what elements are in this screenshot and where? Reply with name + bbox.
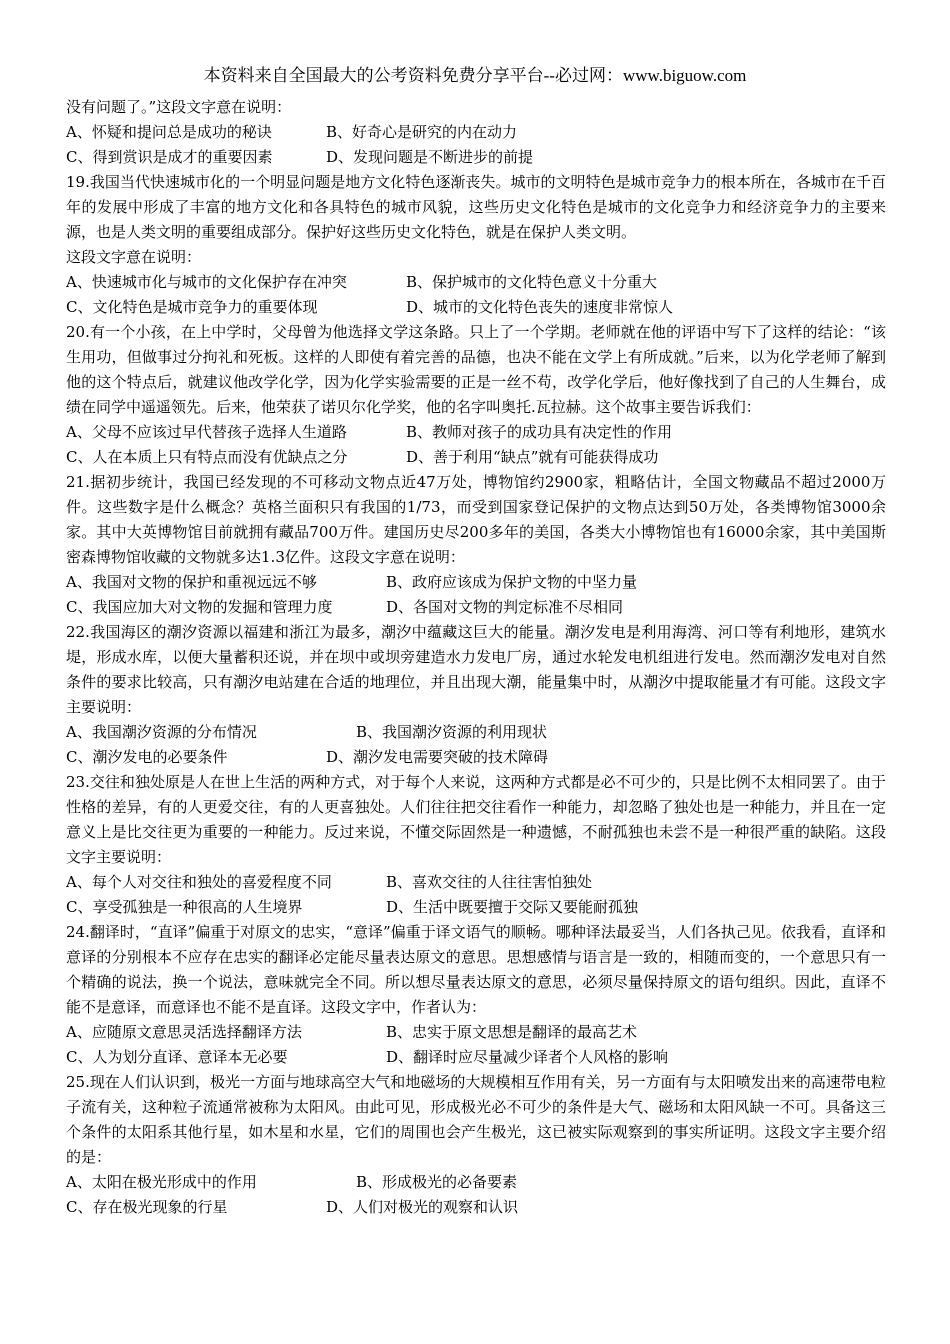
option-d: D、生活中既要擅于交际又要能耐孤独	[386, 898, 639, 916]
question-18-options-ab	[66, 120, 886, 145]
question-25-options-ab	[66, 1170, 886, 1195]
option-d: D、各国对文物的判定标准不尽相同	[386, 598, 624, 616]
option-b: B、政府应该成为保护文物的中坚力量	[386, 573, 638, 591]
question-20-stem: 20.有一个小孩，在上中学时，父母曾为他选择文学这条路。只上了一个学期。老师就在他的评语中写下了这样的结论：“该生用功，但做事过分拘礼和死板。这样的人即使有着完善的品德，也决不能在文学上有所成就。”后来，以为化学老师了解到他的这个特点后，就建议他改学化学，因为化学实验需要的正是一丝不苟，改学化学后，他好像找到了自己的人生舞台，成绩在同学中遥遥领先。后来，他荣获了诺贝尔化学奖，他的名字叫奥托.瓦拉赫。这个故事主要告诉我们：	[66, 323, 886, 416]
question-24-stem: 24.翻译时，“直译”偏重于对原文的忠实，“意译”偏重于译文语气的顺畅。哪种译法最妥当，人们各执己见。依我看，直译和意译的分别根本不应存在忠实的翻译必定能尽量表达原文的意思。思想感情与语言是一致的，相随而变的，一个意思只有一个精确的说法，换一个说法，意味就完全不同。所以想尽量表达原文的意思，必须尽量保持原文的语句组织。因此，直译不能不是意译，而意译也不能不是直译。这段文字中，作者认为：	[66, 923, 886, 1016]
option-d: D、潮汐发电需要突破的技术障碍	[326, 748, 549, 766]
option-d: D、善于利用“缺点”就有可能获得成功	[406, 448, 659, 466]
option-a: A、怀疑和提问总是成功的秘诀	[66, 123, 272, 141]
question-22-stem: 22.我国海区的潮汐资源以福建和浙江为最多，潮汐中蕴藏这巨大的能量。潮汐发电是利用海湾、河口等有利地形，建筑水堤，形成水库，以便大量蓄积还说，并在坝中或坝旁建造水力发电厂房，通过水轮发电机组进行发电。然而潮汐发电对自然条件的要求比较高，只有潮汐电站建在合适的地理位，并且出现大潮，能量集中时，从潮汐中提取能量才有可能。这段文字主要说明：	[66, 623, 886, 716]
option-b: B、忠实于原文思想是翻译的最高艺术	[386, 1023, 638, 1041]
question-24-options-cd	[66, 1045, 886, 1070]
option-c: C、享受孤独是一种很高的人生境界	[66, 898, 303, 916]
option-c: C、潮汐发电的必要条件	[66, 748, 228, 766]
option-c: C、文化特色是城市竞争力的重要体现	[66, 298, 318, 316]
option-a: A、快速城市化与城市的文化保护存在冲突	[66, 273, 347, 291]
question-21-options-cd	[66, 595, 886, 620]
option-b: B、喜欢交往的人往往害怕独处	[386, 873, 593, 891]
question-18-stem: 没有问题了。”这段文字意在说明：	[66, 98, 292, 116]
question-19-options-ab	[66, 270, 886, 295]
option-b: B、形成极光的必备要素	[356, 1173, 518, 1191]
option-c: C、存在极光现象的行星	[66, 1198, 228, 1216]
question-19-options-cd	[66, 295, 886, 320]
option-c: C、我国应加大对文物的发掘和管理力度	[66, 598, 333, 616]
page-header: 本资料来自全国最大的公考资料免费分享平台--必过网：www.biguow.com	[203, 66, 747, 85]
option-a: A、我国对文物的保护和重视远远不够	[66, 573, 317, 591]
option-b: B、教师对孩子的成功具有决定性的作用	[406, 423, 673, 441]
option-a: A、我国潮汐资源的分布情况	[66, 723, 257, 741]
option-b: B、保护城市的文化特色意义十分重大	[406, 273, 658, 291]
option-d: D、翻译时应尽量减少译者个人风格的影响	[386, 1048, 669, 1066]
option-c: C、人为划分直译、意译本无必要	[66, 1048, 288, 1066]
question-23-stem: 23.交往和独处原是人在世上生活的两种方式，对于每个人来说，这两种方式都是必不可少的，只是比例不太相同罢了。由于性格的差异，有的人更爱交往，有的人更喜独处。人们往往把交往看作一种能力，却忽略了独处也是一种能力，并且在一定意义上是比交往更为重要的一种能力。反过来说，不懂交际固然是一种遗憾，不耐孤独也未尝不是一种很严重的缺陷。这段文字主要说明：	[66, 773, 886, 866]
question-21-options-ab	[66, 570, 886, 595]
option-a: A、应随原文意思灵活选择翻译方法	[66, 1023, 302, 1041]
option-d: D、发现问题是不断进步的前提	[326, 148, 534, 166]
option-b: B、好奇心是研究的内在动力	[326, 123, 518, 141]
question-20-options-cd	[66, 445, 886, 470]
question-22-options-cd	[66, 745, 886, 770]
question-20-options-ab	[66, 420, 886, 445]
option-d: D、城市的文化特色丧失的速度非常惊人	[406, 298, 674, 316]
question-23-options-cd	[66, 895, 886, 920]
question-24-options-ab	[66, 1020, 886, 1045]
question-21-stem: 21.据初步统计，我国已经发现的不可移动文物点近47万处，博物馆约2900家，粗略估计，全国文物藏品不超过2000万件。这些数字是什么概念？英格兰面积只有我国的1/73，而受到国家登记保护的文物点达到50万处，各类博物馆3000余家。其中大英博物馆目前就拥有藏品700万件。建国历史尽200多年的美国，各类大小博物馆也有16000余家，其中美国斯密森博物馆收藏的文物就多达1.3亿件。这段文字意在说明：	[66, 473, 886, 566]
question-18-options-cd	[66, 145, 886, 170]
question-25-options-cd	[66, 1195, 886, 1220]
question-19-stem: 19.我国当代快速城市化的一个明显问题是地方文化特色逐渐丧失。城市的文明特色是城市竞争力的根本所在，各城市在千百年的发展中形成了丰富的地方文化和各具特色的城市风貌，这些历史文化特色是城市的文化竞争力和经济竞争力的主要来源，也是人类文明的重要组成部分。保护好这些历史文化特色，就是在保护人类文明。	[66, 173, 886, 241]
option-a: A、太阳在极光形成中的作用	[66, 1173, 257, 1191]
option-c: C、得到赏识是成才的重要因素	[66, 148, 273, 166]
option-b: B、我国潮汐资源的利用现状	[356, 723, 548, 741]
question-22-options-ab	[66, 720, 886, 745]
option-d: D、人们对极光的观察和认识	[326, 1198, 519, 1216]
option-a: A、每个人对交往和独处的喜爱程度不同	[66, 873, 332, 891]
question-23-options-ab	[66, 870, 886, 895]
question-25-stem: 25.现在人们认识到，极光一方面与地球高空大气和地磁场的大规模相互作用有关，另一方面有与太阳喷发出来的高速带电粒子流有关，这种粒子流通常被称为太阳风。由此可见，形成极光必不可少的条件是大气、磁场和太阳风缺一不可。具备这三个条件的太阳系其他行星，如木星和水星，它们的周围也会产生极光，这已被实际观察到的事实所证明。这段文字主要介绍的是：	[66, 1073, 886, 1166]
option-c: C、人在本质上只有特点而没有优缺点之分	[66, 448, 348, 466]
question-19-prompt: 这段文字意在说明：	[66, 248, 202, 266]
option-a: A、父母不应该过早代替孩子选择人生道路	[66, 423, 347, 441]
question-content	[66, 95, 886, 1220]
